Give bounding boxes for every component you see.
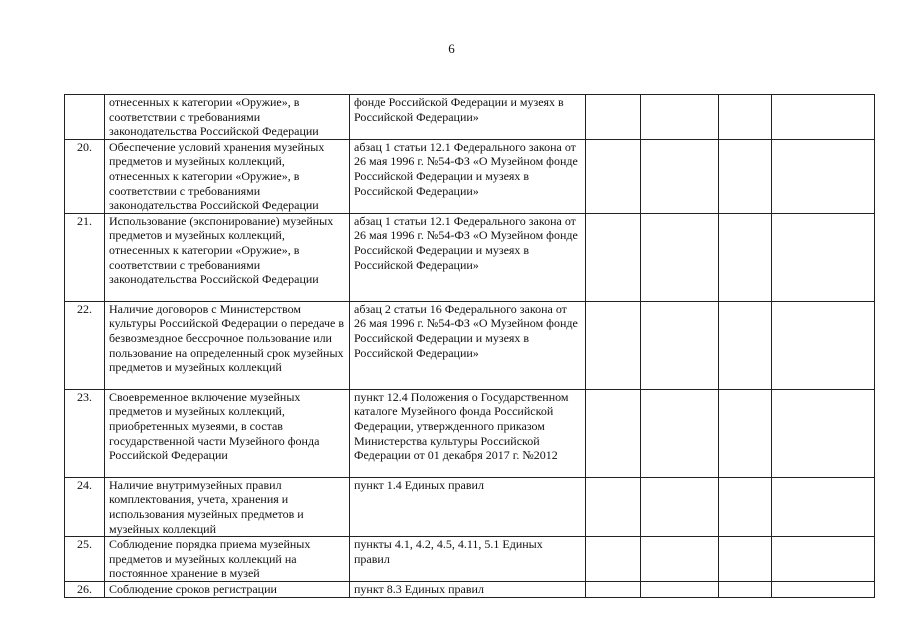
page-number: 6	[448, 41, 455, 56]
empty-answer-cell	[719, 389, 772, 477]
table-row	[65, 537, 875, 582]
empty-answer-cell	[641, 389, 719, 477]
requirement-cell: Наличие внутримузейных правил комплектования, учета, хранения и использования музейных предметов и музейных коллекций	[105, 477, 350, 536]
empty-answer-cell	[586, 537, 641, 582]
requirement-cell: Соблюдение сроков регистрации	[105, 581, 350, 597]
empty-answer-cell	[641, 301, 719, 389]
legal-reference-cell: абзац 1 статьи 12.1 Федерального закона от 26 мая 1996 г. №54-ФЗ «О Музейном фонде Российской Федерации и музеях в Российской Федерации»	[350, 139, 586, 213]
row-number: 25.	[65, 537, 105, 582]
empty-answer-cell	[586, 95, 641, 140]
empty-answer-cell	[772, 477, 875, 536]
requirements-table	[64, 94, 875, 598]
row-number: 22.	[65, 301, 105, 389]
requirement-cell: отнесенных к категории «Оружие», в соответствии с требованиями законодательства Российской Федерации	[105, 95, 350, 140]
empty-answer-cell	[719, 537, 772, 582]
legal-reference-cell: пункт 12.4 Положения о Государственном каталоге Музейного фонда Российской Федерации, утвержденного приказом Министерства культуры Российской Федерации от 01 декабря 2017 г. №2012	[350, 389, 586, 477]
table-row	[65, 139, 875, 213]
empty-answer-cell	[641, 139, 719, 213]
empty-answer-cell	[772, 537, 875, 582]
table-body	[65, 95, 875, 598]
requirement-cell: Наличие договоров с Министерством культуры Российской Федерации о передаче в безвозмездное бессрочное пользование или пользование на определенный срок музейных предметов и музейных коллекций	[105, 301, 350, 389]
empty-answer-cell	[641, 581, 719, 597]
empty-answer-cell	[772, 301, 875, 389]
empty-answer-cell	[641, 477, 719, 536]
table-row	[65, 389, 875, 477]
table-row	[65, 301, 875, 389]
empty-answer-cell	[772, 213, 875, 301]
row-number: 26.	[65, 581, 105, 597]
requirement-cell: Соблюдение порядка приема музейных предметов и музейных коллекций на постоянное хранение в музей	[105, 537, 350, 582]
legal-reference-cell: пункт 8.3 Единых правил	[350, 581, 586, 597]
legal-reference-cell: фонде Российской Федерации и музеях в Российской Федерации»	[350, 95, 586, 140]
empty-answer-cell	[719, 581, 772, 597]
empty-answer-cell	[586, 213, 641, 301]
requirement-cell: Своевременное включение музейных предметов и музейных коллекций, приобретенных музеями, в состав государственной части Музейного фонда Российской Федерации	[105, 389, 350, 477]
empty-answer-cell	[719, 477, 772, 536]
empty-answer-cell	[586, 477, 641, 536]
empty-answer-cell	[641, 537, 719, 582]
empty-answer-cell	[772, 389, 875, 477]
legal-reference-cell: пункты 4.1, 4.2, 4.5, 4.11, 5.1 Единых правил	[350, 537, 586, 582]
empty-answer-cell	[586, 301, 641, 389]
empty-answer-cell	[586, 139, 641, 213]
empty-answer-cell	[719, 95, 772, 140]
empty-answer-cell	[719, 139, 772, 213]
table-row	[65, 477, 875, 536]
empty-answer-cell	[719, 301, 772, 389]
empty-answer-cell	[641, 213, 719, 301]
row-number: 21.	[65, 213, 105, 301]
empty-answer-cell	[719, 213, 772, 301]
empty-answer-cell	[772, 139, 875, 213]
empty-answer-cell	[772, 581, 875, 597]
row-number: 20.	[65, 139, 105, 213]
row-number	[65, 95, 105, 140]
table-row	[65, 213, 875, 301]
empty-answer-cell	[772, 95, 875, 140]
table-row	[65, 581, 875, 597]
empty-answer-cell	[641, 95, 719, 140]
empty-answer-cell	[586, 581, 641, 597]
table-row	[65, 95, 875, 140]
requirement-cell: Использование (экспонирование) музейных предметов и музейных коллекций, отнесенных к категории «Оружие», в соответствии с требованиями законодательства Российской Федерации	[105, 213, 350, 301]
legal-reference-cell: пункт 1.4 Единых правил	[350, 477, 586, 536]
row-number: 23.	[65, 389, 105, 477]
empty-answer-cell	[586, 389, 641, 477]
legal-reference-cell: абзац 2 статьи 16 Федерального закона от 26 мая 1996 г. №54-ФЗ «О Музейном фонде Российской Федерации и музеях в Российской Федерации»	[350, 301, 586, 389]
legal-reference-cell: абзац 1 статьи 12.1 Федерального закона от 26 мая 1996 г. №54-ФЗ «О Музейном фонде Российской Федерации и музеях в Российской Федерации»	[350, 213, 586, 301]
requirement-cell: Обеспечение условий хранения музейных предметов и музейных коллекций, отнесенных к категории «Оружие», в соответствии с требованиями законодательства Российской Федерации	[105, 139, 350, 213]
row-number: 24.	[65, 477, 105, 536]
